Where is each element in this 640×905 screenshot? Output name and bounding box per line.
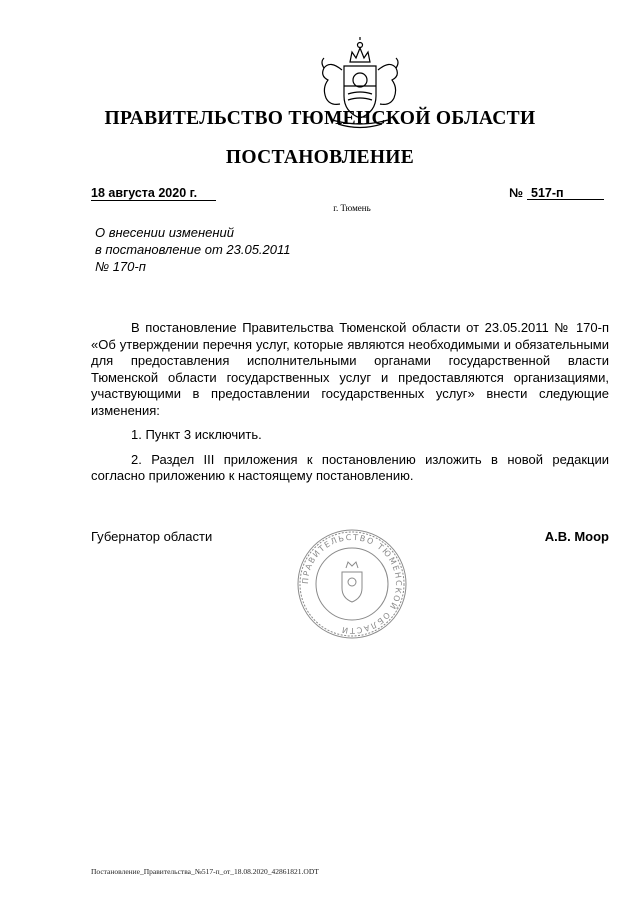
- subject-line: № 170-п: [95, 259, 146, 274]
- footer-filename: Постановление_Правительства_№517-п_от_18.08.2020_42861821.ODT: [91, 867, 319, 876]
- signer-title: Губернатор области: [91, 529, 213, 544]
- official-seal: [296, 528, 408, 640]
- number-label: №: [509, 186, 523, 200]
- document-number: 517-п: [527, 186, 604, 200]
- document-subject: [95, 224, 355, 275]
- government-title: ПРАВИТЕЛЬСТВО ТЮМЕНСКОЙ ОБЛАСТИ: [104, 108, 536, 129]
- body-paragraph: В постановление Правительства Тюменской области от 23.05.2011 № 170-п «Об утверждении перечня услуг, которые являются необходимыми и обязательными для предоставления исполнительными органами государственной власти Тюменской области государственных услуг и предоставляются организациями, участвующими в предоставлении государственных услуг» внести следующие изменения:: [91, 320, 609, 418]
- city: г. Тюмень: [333, 203, 371, 213]
- signer-name: А.В. Моор: [544, 529, 609, 544]
- subject-line: в постановление от 23.05.2011: [95, 242, 291, 257]
- subject-line: О внесении изменений: [95, 225, 234, 240]
- document-body: [91, 320, 609, 485]
- svg-text:ПРАВИТЕЛЬСТВО ТЮМЕНСКОЙ ОБЛАСТ: ПРАВИТЕЛЬСТВО ТЮМЕНСКОЙ ОБЛАСТИ: [300, 532, 404, 636]
- document-type: ПОСТАНОВЛЕНИЕ: [225, 147, 415, 168]
- document-date: 18 августа 2020 г.: [91, 186, 216, 201]
- list-item: 2. Раздел III приложения к постановлению изложить в новой редакции согласно приложению к настоящему постановлению.: [91, 451, 609, 483]
- list-item: 1. Пункт 3 исключить.: [131, 427, 262, 442]
